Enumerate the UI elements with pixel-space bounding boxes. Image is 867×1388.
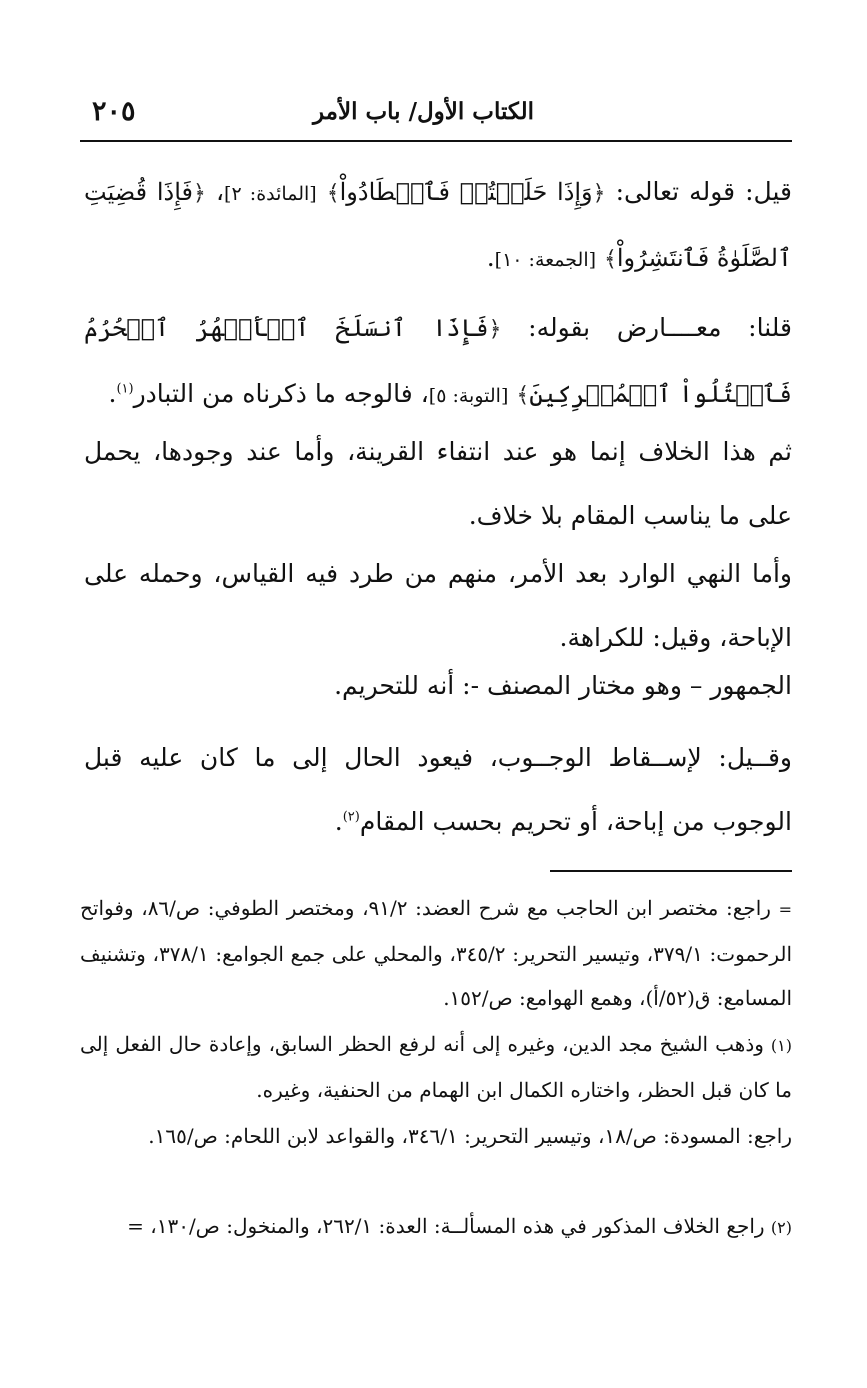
footnote-marker: (١)	[116, 381, 134, 397]
paragraph-tail: ، فالوجه ما ذكرناه من التبادر	[133, 379, 429, 408]
page-header	[80, 92, 792, 132]
footnote-number: (٢)	[770, 1218, 792, 1237]
paragraph-objection	[84, 160, 792, 292]
footnote-separator	[550, 870, 792, 872]
sentence-end: .	[334, 807, 343, 836]
verse-reference: [التوبة: ٥]	[428, 385, 509, 407]
quran-bracket-close-icon: ﴾	[326, 181, 340, 206]
footnote	[80, 1204, 792, 1250]
footnote-text: وذهب الشيخ مجد الدين، وغيره إلى أنه لرفع الحظر السابق، وإعادة حال الفعل إلى ما كان قبل الحظر، واختاره الكمال ابن الهمام من الحنفية، وغيره.	[80, 1032, 792, 1102]
quran-bracket-open-icon: ﴿	[192, 181, 206, 206]
footnote-text: راجع: مختصر ابن الحاجب مع شرح العضد: ٩١/٢، ومختصر الطوفي: ص/٨٦، وفواتح الرحموت: ٣٧٩/١، وتيسير التحرير: ٣٤٥/٢، والمحلي على جمع الجوامع: ٣٧٨/١، وتشنيف المسامع: ق(٥٢/أ)، وهمع الهوامع: ص/١٥٢.	[80, 896, 793, 1010]
paragraph-reply	[84, 296, 792, 428]
sentence-end: .	[108, 379, 117, 408]
quran-bracket-open-icon: ﴿	[488, 317, 502, 342]
footnote	[80, 1114, 792, 1160]
quran-verse: وَإِذَا حَلَلۡتُمۡ فَٱصۡطَادُواْ	[339, 178, 593, 206]
paragraph-last	[84, 726, 792, 854]
footnote-text: راجع الخلاف المذكور في هذه المسألــة: العدة: ٢٦٢/١، والمنخول: ص/١٣٠، =	[127, 1214, 765, 1238]
paragraph: ثم هذا الخلاف إنما هو عند انتفاء القرينة، وأما عند وجودها، يحمل على ما يناسب المقام بلا خلاف.	[84, 437, 792, 530]
quran-verse: فَإِذَا ٱنسَلَخَ ٱلۡأَشۡهُرُ ٱلۡحُرُمُ فَٱقۡتُلُواْ ٱلۡمُشۡرِكِينَ	[84, 314, 792, 408]
page-number: ٢٠٥	[92, 96, 136, 127]
footnote	[80, 886, 792, 1020]
paragraph-lead: قلنا: معــــارض بقوله:	[528, 313, 792, 342]
paragraph-lead: قيل: قوله تعالى:	[615, 177, 792, 206]
running-title: الكتاب الأول/ باب الأمر	[312, 98, 534, 125]
quran-bracket-close-icon: ﴾	[516, 383, 530, 408]
verse-reference: [المائدة: ٢]	[224, 183, 317, 205]
paragraph: وأما النهي الوارد بعد الأمر، منهم من طرد فيه القياس، وحمله على الإباحة، وقيل: للكراهة.	[84, 559, 792, 652]
paragraph-text: وقــيل: لإســقاط الوجــوب، فيعود الحال إلى ما كان عليه قبل الوجوب من إباحة، أو تحريم بحسب المقام	[84, 743, 792, 836]
footnote-number: (١)	[770, 1036, 793, 1055]
paragraph: الجمهور – وهو مختار المصنف -: أنه للتحريم.	[334, 671, 792, 700]
footnote-number: =	[778, 900, 793, 919]
footnote	[80, 1022, 792, 1112]
footnote-text: راجع: المسودة: ص/١٨، وتيسير التحرير: ٣٤٦/١، والقواعد لابن اللحام: ص/١٦٥.	[148, 1124, 792, 1148]
footnote-marker: (٢)	[342, 809, 360, 825]
sentence-end: .	[486, 243, 495, 272]
header-rule	[80, 140, 792, 142]
quran-verse: فَإِذَا قُضِيَتِ ٱلصَّلَوٰةُ فَٱنتَشِرُواْ	[84, 178, 792, 272]
quran-bracket-open-icon: ﴿	[592, 181, 606, 206]
separator: ،	[215, 177, 225, 206]
quran-bracket-close-icon: ﴾	[604, 247, 617, 272]
verse-reference: [الجمعة: ١٠]	[494, 249, 597, 271]
